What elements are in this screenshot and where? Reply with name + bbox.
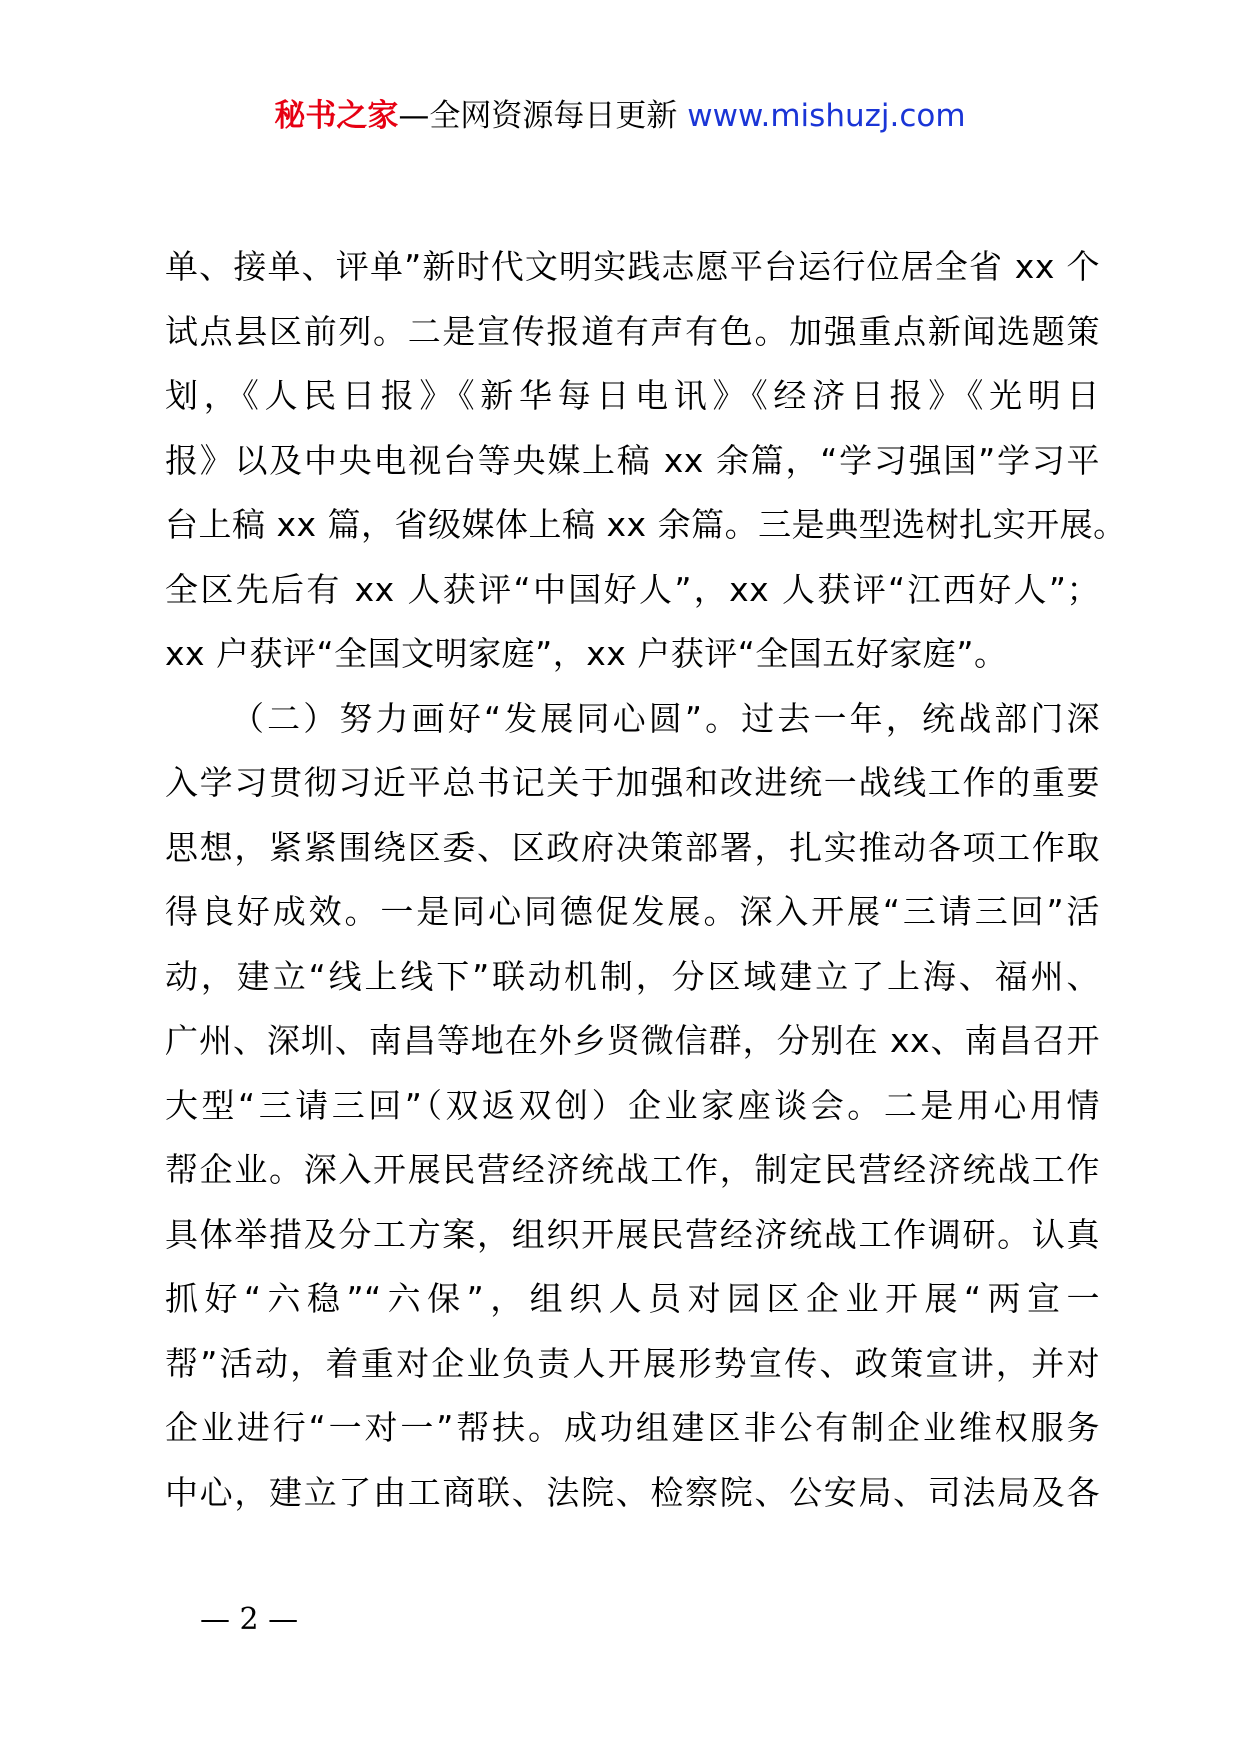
brand-name: 秘书之家 xyxy=(274,98,399,134)
body-line: 企业进行“一对一”帮扶。成功组建区非公有制企业维权服务 xyxy=(165,1408,1100,1447)
site-url-link[interactable]: www.mishuzj.com xyxy=(687,98,966,134)
body-line: xx 户获评“全国文明家庭”，xx 户获评“全国五好家庭”。 xyxy=(165,634,1008,673)
body-line: 台上稿 xx 篇，省级媒体上稿 xx 余篇。三是典型选树扎实开展。 xyxy=(165,505,1127,544)
body-line: 帮”活动，着重对企业负责人开展形势宣传、政策宣讲，并对 xyxy=(165,1343,1100,1383)
body-line: 划，《人民日报》《新华每日电讯》《经济日报》《光明日 xyxy=(165,376,1100,415)
body-line: 大型“三请三回”（双返双创）企业家座谈会。二是用心用情 xyxy=(165,1085,1100,1125)
body-line: 帮企业。深入开展民营经济统战工作，制定民营经济统战工作 xyxy=(165,1150,1100,1189)
body-line: 抓好“六稳”“六保”，组织人员对园区企业开展“两宣一 xyxy=(165,1279,1100,1318)
body-line-indented: （二）努力画好“发展同心圆”。过去一年，统战部门深 xyxy=(231,698,1100,738)
page-number: — 2 — xyxy=(200,1602,299,1637)
document-body xyxy=(165,235,1127,1525)
body-line: 具体举措及分工方案，组织开展民营经济统战工作调研。认真 xyxy=(165,1214,1100,1254)
body-line: 报》以及中央电视台等央媒上稿 xx 余篇，“学习强国”学习平 xyxy=(165,440,1100,480)
body-line: 中心，建立了由工商联、法院、检察院、公安局、司法局及各 xyxy=(165,1472,1100,1512)
body-line: 广州、深圳、南昌等地在外乡贤微信群，分别在 xx、南昌召开 xyxy=(165,1021,1100,1060)
body-line: 思想，紧紧围绕区委、区政府决策部署，扎实推动各项工作取 xyxy=(165,827,1100,867)
body-line: 动，建立“线上线下”联动机制，分区域建立了上海、福州、 xyxy=(165,956,1100,996)
body-line: 得良好成效。一是同心同德促发展。深入开展“三请三回”活 xyxy=(165,892,1100,931)
body-line: 全区先后有 xx 人获评“中国好人”，xx 人获评“江西好人”； xyxy=(165,569,1100,609)
header-tagline: —全网资源每日更新 xyxy=(398,98,678,134)
body-line: 单、接单、评单”新时代文明实践志愿平台运行位居全省 xx 个 xyxy=(165,247,1100,286)
site-header xyxy=(0,96,1240,136)
body-line: 试点县区前列。二是宣传报道有声有色。加强重点新闻选题策 xyxy=(165,311,1100,351)
body-line: 入学习贯彻习近平总书记关于加强和改进统一战线工作的重要 xyxy=(165,763,1100,802)
